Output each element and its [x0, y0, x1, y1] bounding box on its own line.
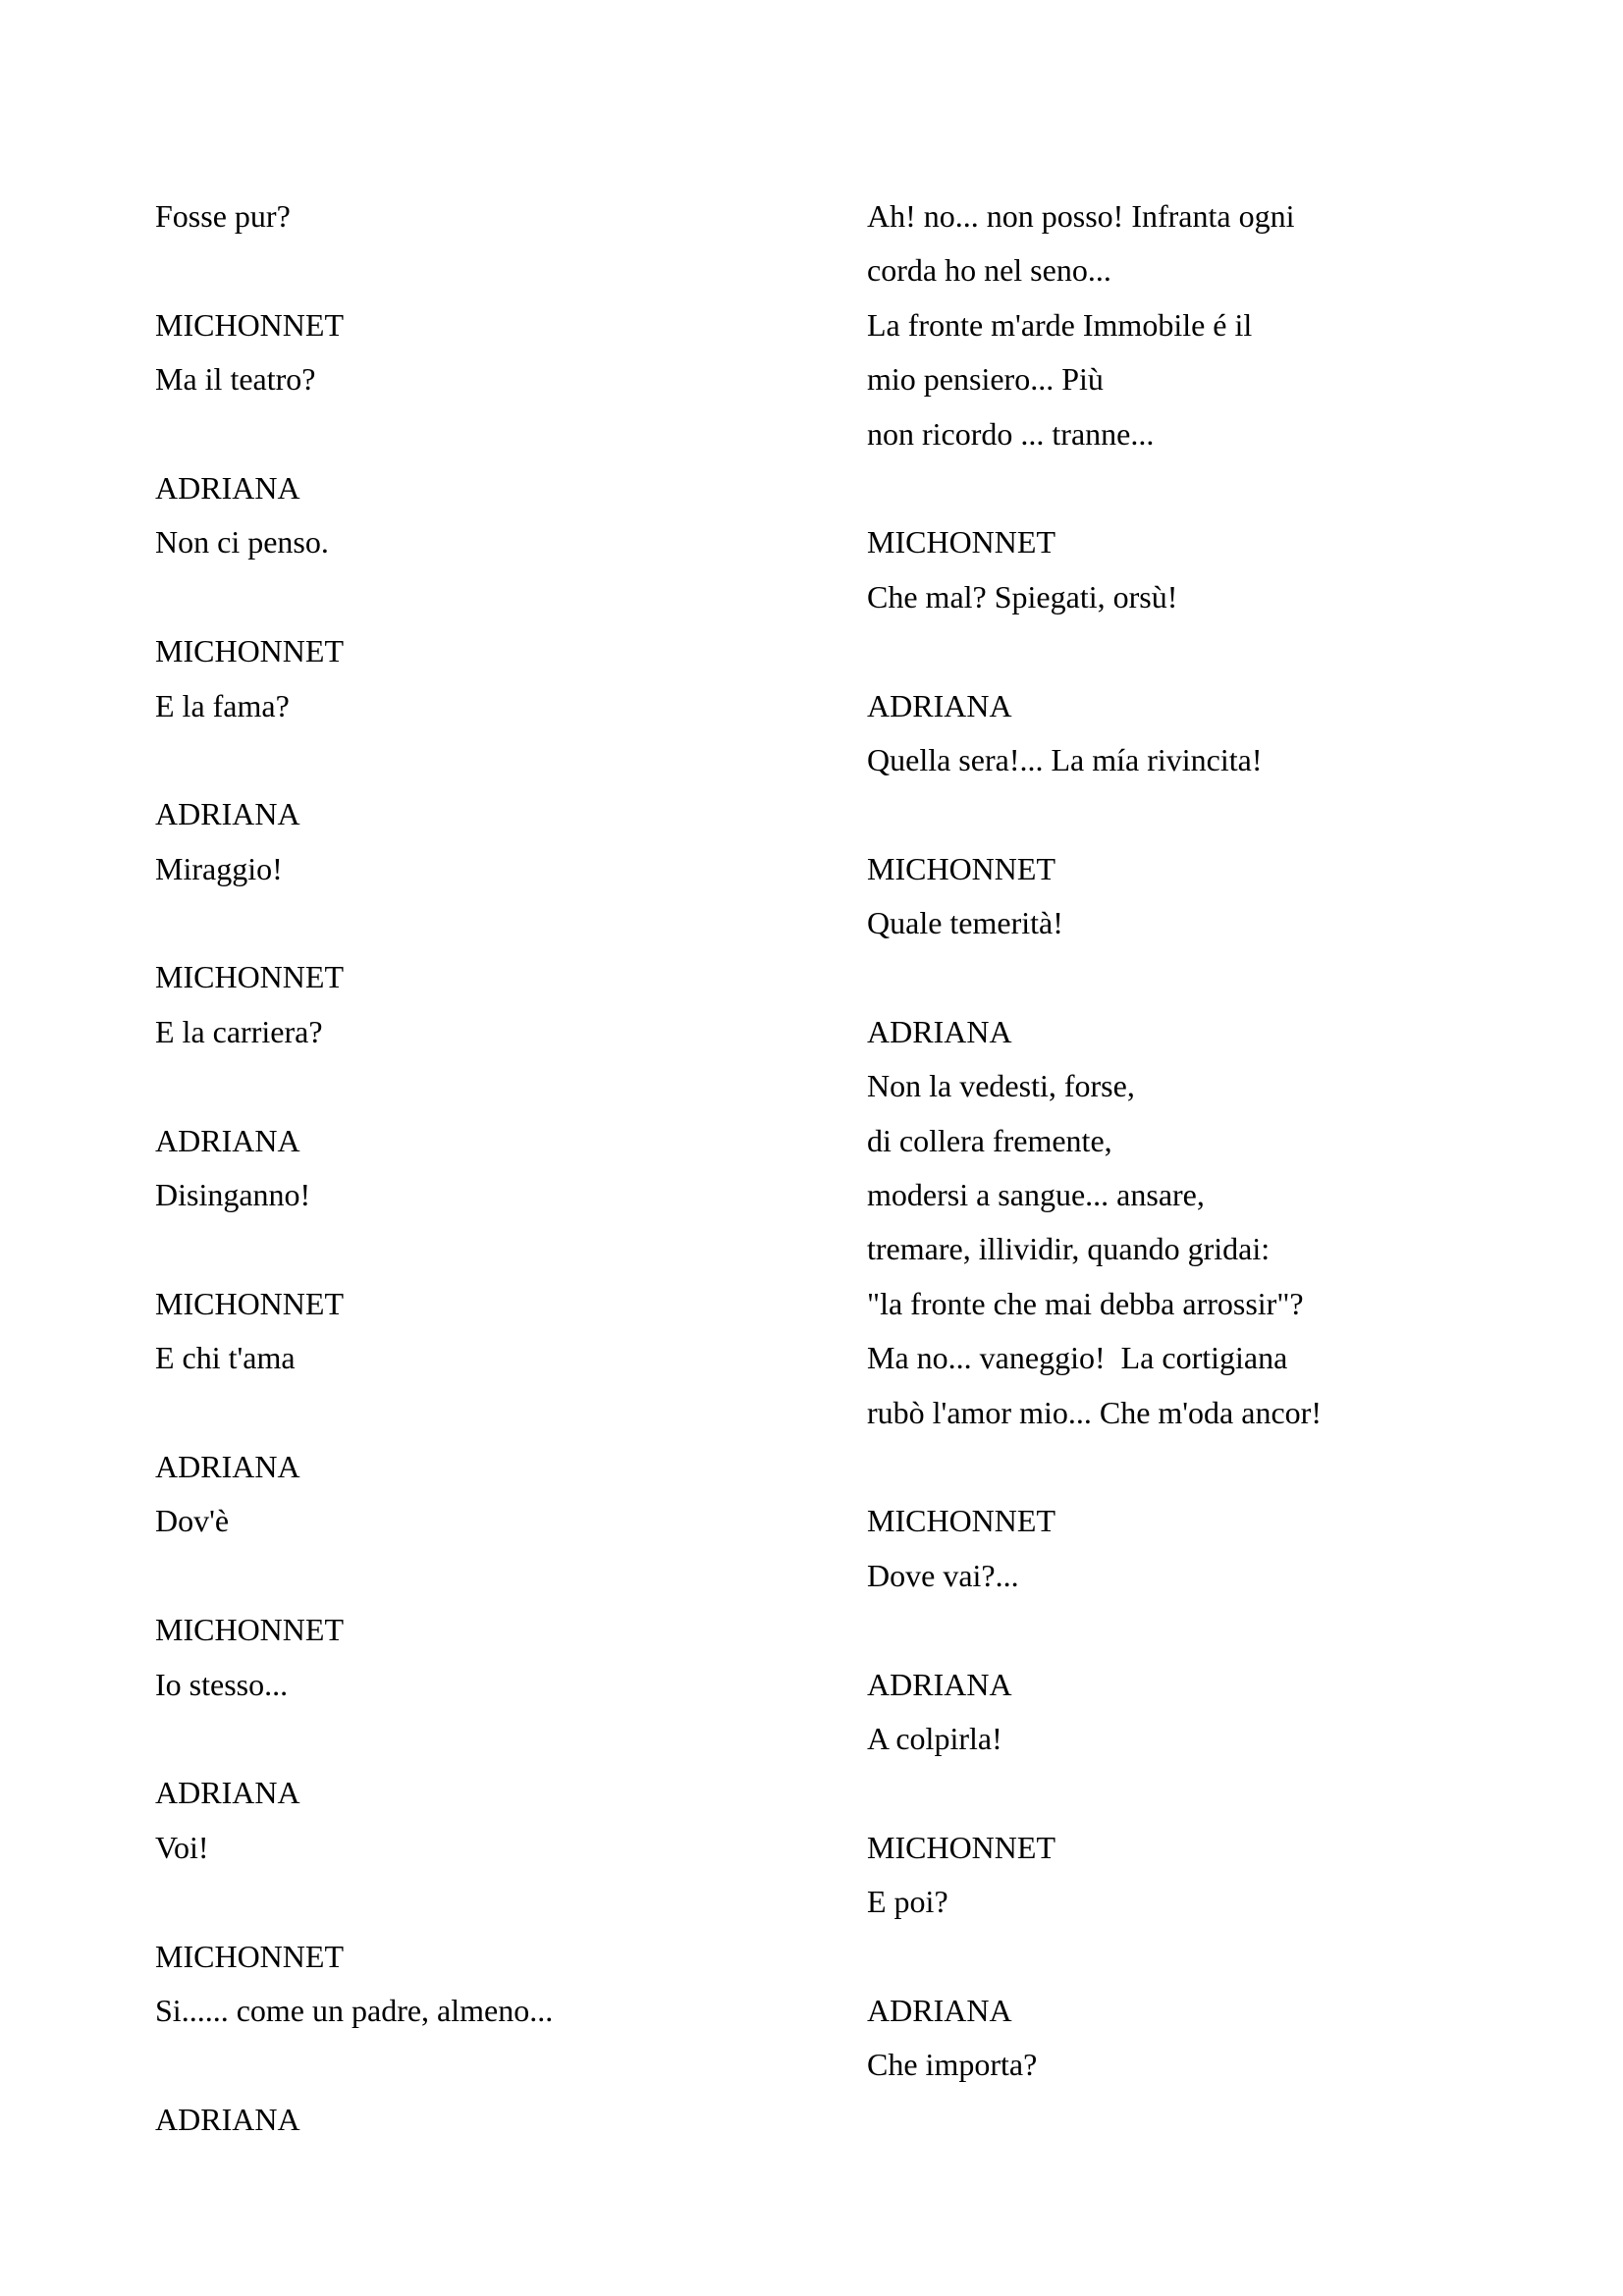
dialogue-line: Che mal? Spiegati, orsù! — [867, 578, 1178, 614]
speaker-name: ADRIANA — [155, 796, 300, 832]
dialogue-line: tremare, illividir, quando gridai: — [867, 1231, 1271, 1267]
dialogue-line: di collera fremente, — [867, 1122, 1112, 1158]
dialogue-line: "la fronte che mai debba arrossir"? — [867, 1285, 1304, 1321]
dialogue-line: Che importa? — [867, 2047, 1038, 2083]
speaker-name: ADRIANA — [155, 2101, 300, 2137]
speaker-name: MICHONNET — [155, 633, 344, 669]
dialogue-line: Fosse pur? — [155, 198, 291, 234]
dialogue-line: Disinganno! — [155, 1177, 311, 1213]
dialogue-line: E la carriera? — [155, 1013, 323, 1049]
dialogue-line: modersi a sangue... ansare, — [867, 1177, 1205, 1213]
dialogue-line: Miraggio! — [155, 850, 283, 886]
blank-line — [155, 1875, 784, 1929]
dialogue-line: E chi t'ama — [155, 1340, 296, 1376]
speaker-name: MICHONNET — [155, 959, 344, 995]
blank-line — [155, 733, 784, 787]
dialogue-line: La fronte m'arde Immobile é il — [867, 306, 1253, 343]
speaker-name: ADRIANA — [155, 1122, 300, 1158]
dialogue-line: Io stesso... — [155, 1666, 289, 1702]
dialogue-line: Dove vai?... — [867, 1557, 1019, 1593]
dialogue-line: Non ci penso. — [155, 524, 329, 561]
dialogue-line: Non la vedesti, forse, — [867, 1068, 1135, 1104]
blank-line — [155, 1712, 784, 1766]
blank-line — [155, 407, 784, 461]
right-text-column — [867, 189, 1515, 2093]
dialogue-line: Quale temerità! — [867, 905, 1063, 941]
blank-line — [155, 1386, 784, 1440]
speaker-name: MICHONNET — [867, 1829, 1055, 1865]
left-text-column — [155, 189, 784, 2147]
blank-line — [155, 2038, 784, 2092]
speaker-name: ADRIANA — [867, 1992, 1012, 2028]
blank-line — [867, 787, 1515, 841]
blank-line — [867, 1766, 1515, 1820]
blank-line — [867, 461, 1515, 515]
dialogue-line: Ah! no... non posso! Infranta ogni — [867, 198, 1295, 234]
blank-line — [155, 896, 784, 950]
dialogue-line: E la fama? — [155, 687, 290, 723]
blank-line — [155, 1222, 784, 1276]
blank-line — [867, 1603, 1515, 1657]
speaker-name: ADRIANA — [867, 1666, 1012, 1702]
speaker-name: MICHONNET — [867, 1503, 1055, 1539]
dialogue-line: non ricordo ... tranne... — [867, 415, 1155, 452]
dialogue-line: corda ho nel seno... — [867, 252, 1111, 289]
speaker-name: MICHONNET — [155, 306, 344, 343]
dialogue-line: Ma il teatro? — [155, 361, 316, 398]
blank-line — [867, 1440, 1515, 1494]
dialogue-line: mio pensiero... Più — [867, 361, 1104, 398]
dialogue-line: Voi! — [155, 1829, 209, 1865]
blank-line — [155, 243, 784, 297]
dialogue-line: Quella sera!... La mía rivincita! — [867, 741, 1263, 777]
blank-line — [155, 1549, 784, 1603]
dialogue-line: Ma no... vaneggio! La cortigiana — [867, 1340, 1288, 1376]
speaker-name: ADRIANA — [867, 687, 1012, 723]
speaker-name: ADRIANA — [867, 1013, 1012, 1049]
dialogue-line: Dov'è — [155, 1503, 230, 1539]
dialogue-line: A colpirla! — [867, 1720, 1002, 1756]
speaker-name: ADRIANA — [155, 1775, 300, 1811]
speaker-name: MICHONNET — [867, 524, 1055, 561]
speaker-name: ADRIANA — [155, 469, 300, 506]
speaker-name: ADRIANA — [155, 1448, 300, 1484]
speaker-name: MICHONNET — [155, 1938, 344, 1974]
dialogue-line: Si...... come un padre, almeno... — [155, 1992, 554, 2028]
speaker-name: MICHONNET — [155, 1612, 344, 1648]
dialogue-line: rubò l'amor mio... Che m'oda ancor! — [867, 1394, 1322, 1430]
blank-line — [155, 1059, 784, 1113]
dialogue-line: E poi? — [867, 1884, 948, 1920]
blank-line — [867, 624, 1515, 678]
speaker-name: MICHONNET — [867, 850, 1055, 886]
speaker-name: MICHONNET — [155, 1285, 344, 1321]
blank-line — [867, 1930, 1515, 1984]
blank-line — [867, 950, 1515, 1004]
blank-line — [155, 570, 784, 624]
